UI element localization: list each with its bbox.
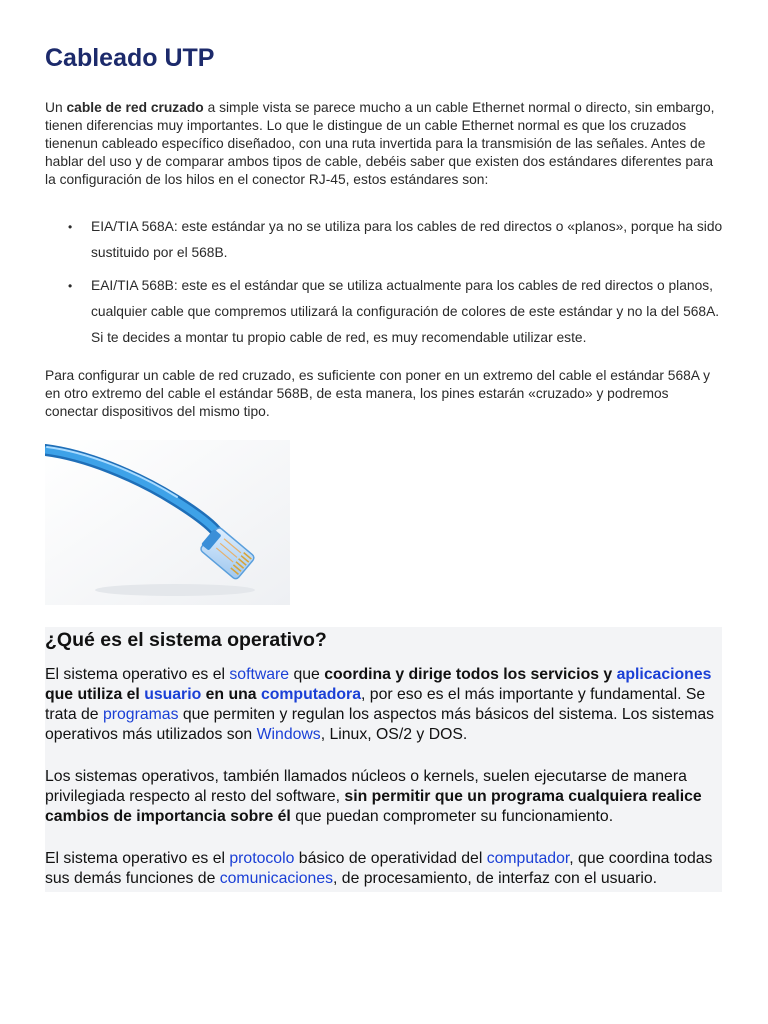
link-computadora[interactable]: computadora: [260, 686, 361, 703]
section-heading: ¿Qué es el sistema operativo?: [45, 629, 327, 651]
crossover-paragraph: Para configurar un cable de red cruzado, es suficiente con poner en un extremo del cable el estándar 568A y en otro extremo del cable el estándar 568B, de esta manera, los pines estarán «cruzado» y podremos conectar dispositivos del mismo tipo.: [45, 368, 710, 419]
intro-paragraph: Un cable de red cruzado a simple vista se parece mucho a un cable Ethernet normal o directo, sin embargo, tienen diferencias muy importantes. Lo que le distingue de un cable Ethernet normal es que los cruzados tienenun cableado específico diseñadoo, con una ruta invertida para la transmisión de las señales. Antes de hablar del uso y de comparar ambos tipos de cable, debéis saber que existen dos estándares diferentes para la configuración de los hilos en el conector RJ-45, estos estándares son:: [45, 100, 715, 187]
link-comunicaciones[interactable]: comunicaciones: [219, 870, 334, 887]
os-section: [45, 627, 722, 892]
os-paragraph-3: El sistema operativo es el protocolo básico de operatividad del computador, que coordina todas sus demás funciones de comunicaciones, de procesamiento, de interfaz con el usuario.: [45, 850, 713, 887]
list-item: • EIA/TIA 568A: este estándar ya no se utiliza para los cables de red directos o «planos», porque ha sido sustituido por el 568B.: [45, 214, 725, 266]
page-title: Cableado UTP: [45, 44, 215, 72]
bullet-icon: •: [68, 279, 73, 293]
link-windows[interactable]: Windows: [256, 726, 321, 743]
os-paragraph-2: Los sistemas operativos, también llamados núcleos o kernels, suelen ejecutarse de manera privilegiada respecto al resto del software, sin permitir que un programa cualquiera realice cambios de importancia sobre él que puedan comprometer su funcionamiento.: [45, 768, 702, 825]
link-programas[interactable]: programas: [102, 706, 179, 723]
link-aplicaciones[interactable]: aplicaciones: [616, 666, 712, 683]
link-usuario[interactable]: usuario: [144, 686, 202, 703]
os-paragraph-1: El sistema operativo es el software que coordina y dirige todos los servicios y aplicaciones que utiliza el usuario en una computadora, por eso es el más importante y fundamental. Se trata de programas que permiten y regulan los aspectos más básicos del sistema. Los sistemas operativos más utilizados son Windows, Linux, OS/2 y DOS.: [45, 666, 715, 743]
bullet-icon: •: [68, 220, 73, 234]
list-item: • EAI/TIA 568B: este es el estándar que se utiliza actualmente para los cables de red directos o planos, cualquier cable que compremos utilizará la configuración de colores de este estándar y no la del 568A. Si te decides a montar tu propio cable de red, es muy recomendable utilizar este.: [45, 273, 725, 351]
ethernet-cable-image: [45, 440, 290, 605]
standards-list: [45, 214, 725, 358]
intro-bold: cable de red cruzado: [66, 100, 204, 115]
link-software[interactable]: software: [229, 666, 290, 683]
link-computador[interactable]: computador: [486, 850, 570, 867]
link-protocolo[interactable]: protocolo: [229, 850, 295, 867]
